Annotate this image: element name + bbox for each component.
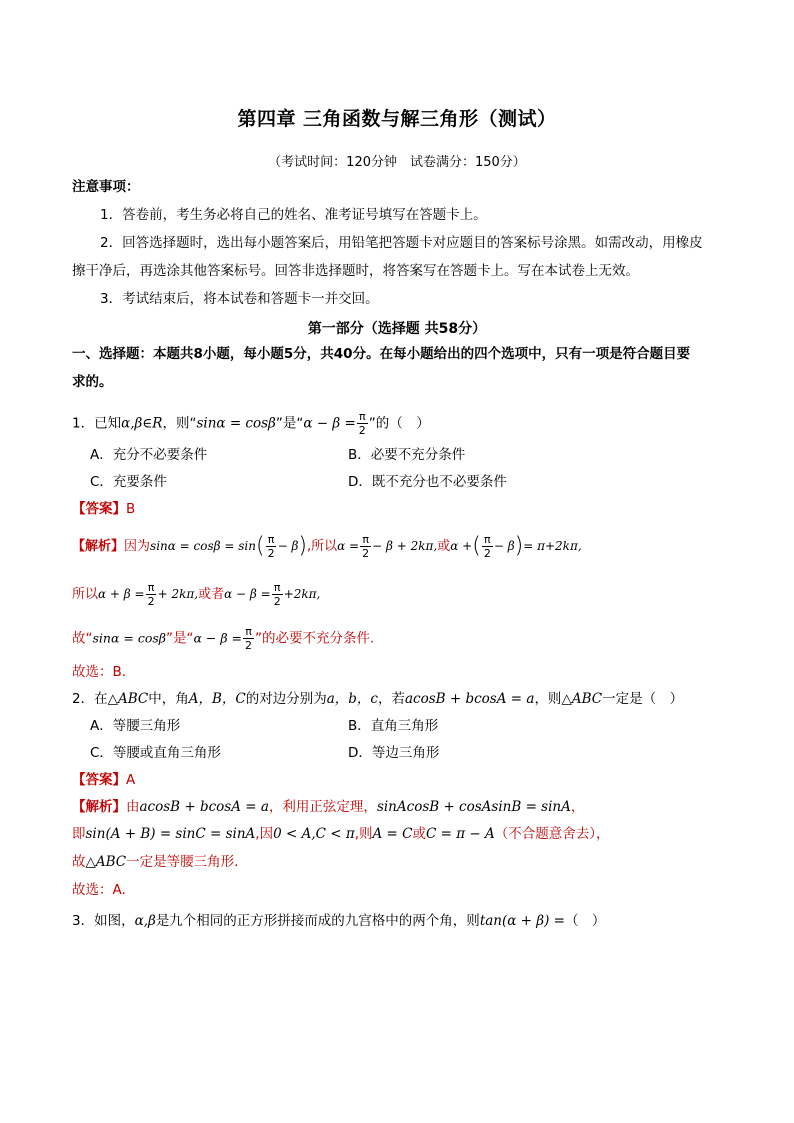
q3-text: 3．如图，	[72, 913, 135, 929]
paren: )	[298, 533, 307, 559]
math: △ABC	[85, 854, 127, 870]
q1-text: ”的（ ）	[368, 415, 430, 432]
note-3: 3．考试结束后，将本试卷和答题卡一并交回。	[100, 291, 379, 307]
frac-num: π	[362, 533, 369, 546]
analysis-text: ”的必要不充分条件.	[255, 630, 375, 647]
question-3	[72, 911, 605, 931]
fraction	[482, 533, 493, 560]
frac-num: π	[358, 410, 366, 423]
frac-num: π	[267, 533, 275, 546]
math: sinAcosB + cosAsinB = sinA	[376, 799, 571, 815]
notes-heading: 注意事项：	[72, 179, 140, 195]
q1-text: 1．已知	[72, 415, 122, 432]
q2-analysis-2	[72, 824, 610, 844]
q2-option-d: D．等边三角形	[348, 745, 440, 761]
math: = π+2kπ,	[523, 539, 582, 553]
math: sinα = cosβ = sin	[150, 539, 256, 553]
paren: (	[256, 533, 265, 559]
frac-den: 2	[483, 547, 491, 560]
math: + 2kπ,	[157, 587, 199, 601]
q1-option-d: D．既不充分也不必要条件	[348, 474, 507, 490]
note-2a: 2．回答选择题时，选出每小题答案后，用铅笔把答题卡对应题目的答案标号涂黑。如需改动，用橡皮	[100, 235, 703, 251]
frac-den: 2	[273, 595, 281, 608]
q2-choose: 故选：A.	[72, 882, 126, 898]
question-1	[72, 410, 430, 437]
q1-answer	[72, 499, 135, 519]
question-2	[72, 689, 683, 709]
math: α − β =	[224, 587, 271, 601]
analysis-text: ,则	[354, 826, 373, 842]
q2-option-a: A．等腰三角形	[90, 718, 181, 734]
analysis-text: ,因	[255, 826, 274, 842]
analysis-text: 因为	[124, 539, 151, 554]
q2-option-c: C．等腰或直角三角形	[90, 745, 221, 761]
q2-option-b: B．直角三角形	[348, 718, 439, 734]
analysis-tag: 【解析】	[72, 539, 125, 554]
frac-den: 2	[245, 639, 253, 652]
q2-text: 的对边分别为	[245, 691, 327, 707]
answer-value: B	[126, 501, 136, 517]
analysis-text: 故“	[72, 630, 93, 647]
answer-value: A	[126, 772, 136, 788]
math: A，B，C	[188, 691, 246, 707]
answer-tag: 【答案】	[72, 772, 126, 788]
q3-text: （ ）	[564, 913, 606, 929]
math: +2kπ,	[283, 587, 321, 601]
frac-num: π	[147, 581, 155, 594]
frac-den: 2	[267, 547, 275, 560]
q2-text: ，若	[378, 691, 405, 707]
fraction	[243, 625, 254, 652]
q1-condition2: α − β =	[303, 415, 356, 432]
q1-option-c: C．充要条件	[90, 474, 167, 490]
math: α +	[450, 539, 473, 553]
q2-text: 2．在	[72, 691, 108, 707]
fraction	[357, 410, 368, 437]
math: △ABC	[561, 691, 603, 707]
q3-text: 是九个相同的正方形拼接而成的九宫格中的两个角，则	[155, 913, 480, 929]
math: 0 < A,C < π	[273, 826, 355, 842]
q1-condition: sinα = cosβ	[196, 415, 276, 432]
math: a，b，c	[326, 691, 378, 707]
frac-den: 2	[147, 595, 155, 608]
math: acosB + bcosA = a	[405, 691, 535, 707]
frac-num: π	[273, 581, 281, 594]
q2-text: 中，角	[148, 691, 189, 707]
section-instructions-1: 一、选择题：本题共8小题，每小题5分，共40分。在每小题给出的四个选项中，只有一项是符合题目要	[72, 346, 691, 362]
frac-den: 2	[362, 547, 370, 560]
answer-tag: 【答案】	[72, 501, 126, 517]
analysis-text: ,所以	[307, 539, 338, 554]
analysis-text: 一定是等腰三角形.	[126, 854, 239, 870]
q1-analysis-2	[72, 581, 320, 608]
q2-analysis-1	[72, 797, 584, 817]
math: − β	[277, 539, 299, 553]
section-instructions-2: 求的。	[72, 374, 113, 390]
math: acosB + bcosA = a	[139, 799, 269, 815]
paren: )	[514, 533, 524, 559]
q1-choose: 故选：B.	[72, 664, 127, 680]
analysis-text: ，	[570, 799, 585, 815]
q1-analysis-1: 【解析】因为sinα = cosβ = sin( $\frac{\pi}{2}$ − β),所以α = $\frac{\pi}{2}$ − β + 2kπ,或α +( $\frac{\pi}{2}$ − β)= π+2kπ,	[72, 533, 582, 560]
page-title: 第四章 三角函数与解三角形（测试）	[237, 108, 557, 130]
fraction	[360, 533, 371, 560]
q1-text: ，则“	[162, 415, 197, 432]
fraction	[146, 581, 157, 608]
math: α − β =	[193, 630, 243, 646]
q2-analysis-3	[72, 852, 238, 872]
fraction	[272, 581, 283, 608]
q2-text: 一定是（ ）	[602, 691, 684, 707]
analysis-tag: 【解析】	[72, 799, 126, 815]
analysis-text: 或	[437, 539, 451, 554]
q1-option-a: A．充分不必要条件	[90, 447, 208, 463]
analysis-text: （不合题意舍去），	[494, 826, 610, 842]
analysis-text: 故	[72, 854, 86, 870]
math: tan(α + β) =	[479, 913, 565, 929]
frac-num: π	[484, 533, 491, 546]
math: sinα = cosβ	[92, 630, 166, 646]
math: C = π − A	[426, 826, 495, 842]
math: α + β =	[98, 587, 145, 601]
note-2b: 擦干净后，再选涂其他答案标号。回答非选择题时，将答案写在答题卡上。写在本试卷上无效。	[72, 263, 639, 279]
math: − β + 2kπ,	[372, 539, 438, 553]
paren: (	[472, 533, 481, 559]
analysis-text: 所以	[72, 587, 99, 602]
q1-text: ”是“	[275, 415, 304, 432]
q1-analysis-3	[72, 625, 374, 652]
analysis-text: ”是“	[166, 630, 194, 647]
exam-info: （考试时间：120分钟 试卷满分：150分）	[268, 155, 526, 170]
q2-text: ，则	[534, 691, 562, 707]
analysis-text: 或者	[198, 587, 225, 602]
q1-vars: α,β∈R	[121, 415, 163, 432]
math: α,β	[134, 913, 156, 929]
math: △ABC	[107, 691, 149, 707]
frac-den: 2	[358, 424, 366, 437]
analysis-text: ，利用正弦定理，	[268, 799, 377, 815]
frac-num: π	[245, 625, 252, 638]
math: α =	[337, 539, 360, 553]
q2-answer	[72, 770, 135, 790]
math: A = C	[372, 826, 413, 842]
analysis-text: 或	[412, 826, 426, 842]
q1-option-b: B．必要不充分条件	[348, 447, 466, 463]
fraction	[266, 533, 277, 560]
math: sin(A + B) = sinC = sinA	[85, 826, 256, 842]
analysis-text: 即	[72, 826, 86, 842]
analysis-text: 由	[126, 799, 140, 815]
note-1: 1．答卷前，考生务必将自己的姓名、准考证号填写在答题卡上。	[100, 207, 487, 223]
part-heading: 第一部分（选择题 共58分）	[307, 321, 487, 337]
